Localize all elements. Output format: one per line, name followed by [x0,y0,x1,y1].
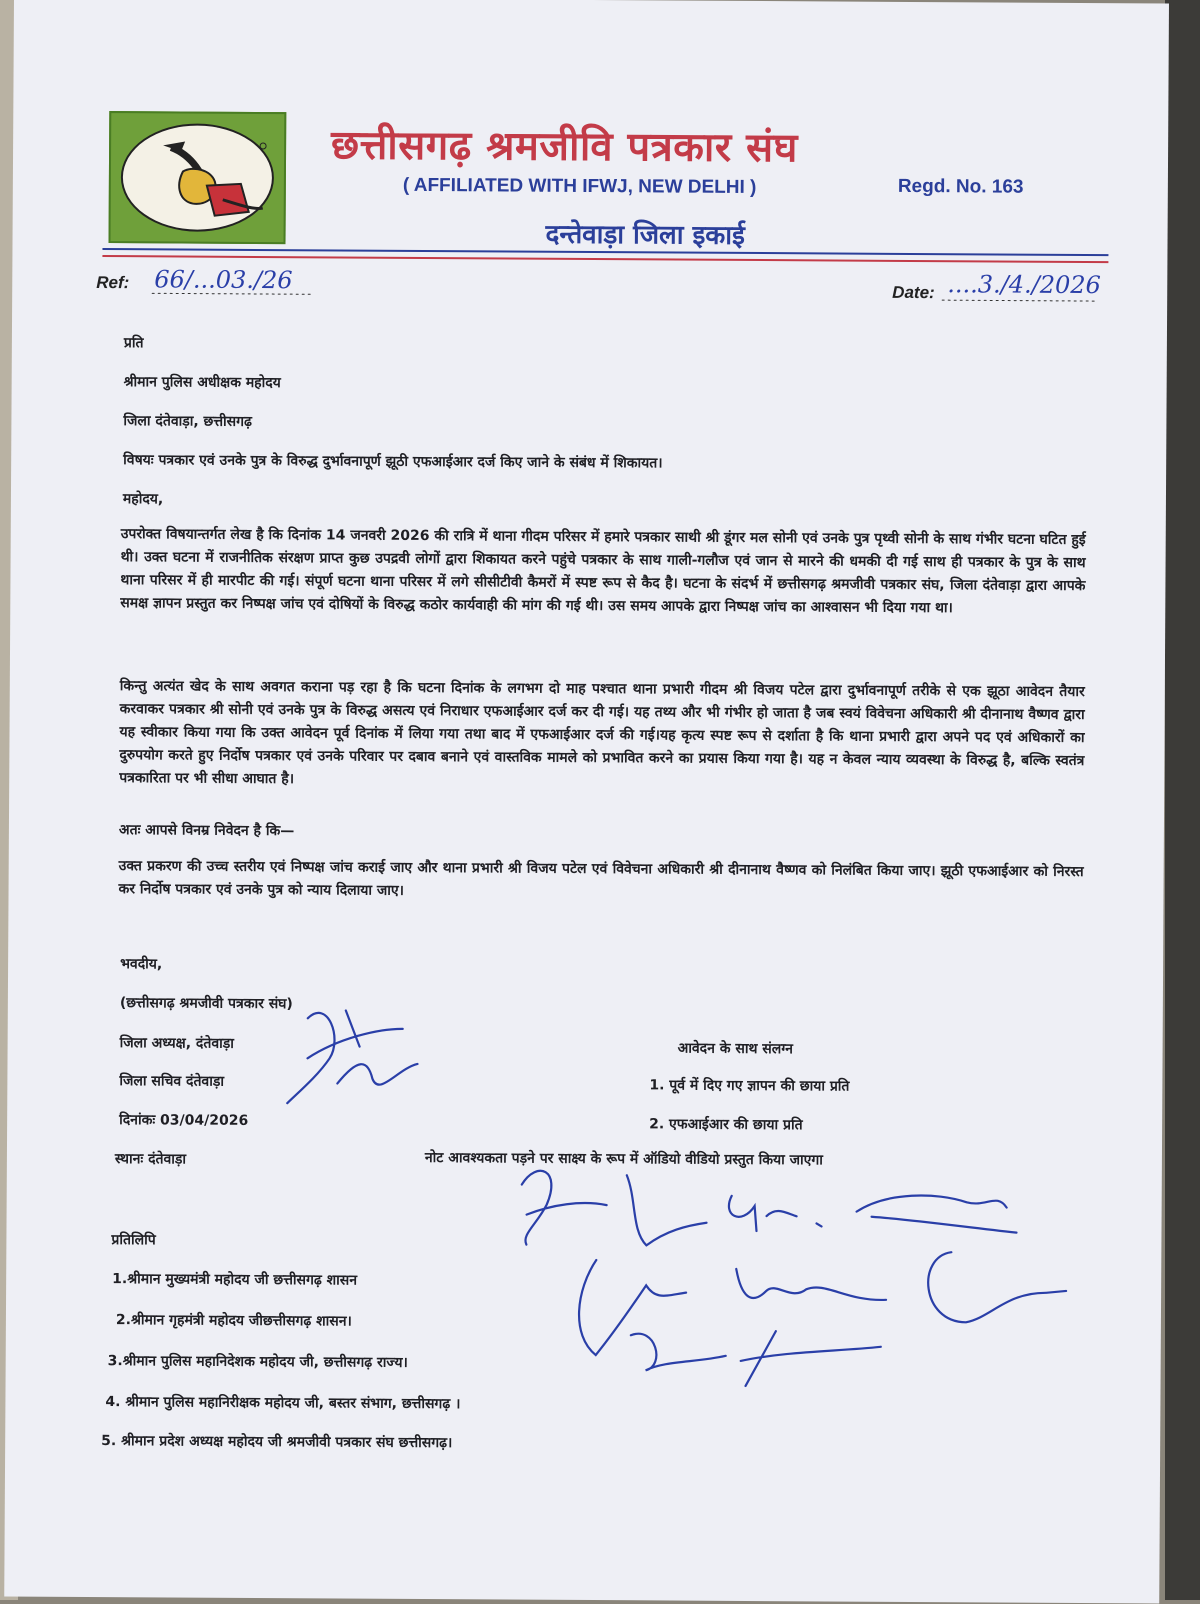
background-surface-right [1165,0,1200,1600]
district-secretary: जिला सचिव दंतेवाड़ा [119,1073,225,1090]
pen-in-hand-icon [123,125,273,230]
registration-number: Regd. No. 163 [897,175,1024,198]
letter-date: दिनांकः 03/04/2026 [119,1112,249,1129]
salutation: महोदय, [122,491,164,508]
copy-to-item-3: 3.श्रीमान पुलिस महानिदेशक महोदय जी, छत्तीसगढ़ राज्य। [107,1353,408,1371]
date-handwritten-value: ....3./4./2026 [947,270,1101,300]
header-rule-red [102,255,1108,263]
recipient-to: प्रति [123,335,144,352]
copy-to-heading: प्रतिलिपि [111,1232,156,1249]
enclosure-item-1: 1. पूर्व में दिए गए ज्ञापन की छाया प्रति [649,1077,850,1095]
recipient-name: श्रीमान पुलिस अधीक्षक महोदय [123,374,281,392]
evidence-note: नोट आवश्यकता पड़ने पर साक्ष्य के रूप में ऑडियो वीडियो प्रस्तुत किया जाएगा [424,1150,823,1169]
demand-paragraph: उक्त प्रकरण की उच्च स्तरीय एवं निष्पक्ष जांच कराई जाए और थाना प्रभारी श्री विजय पटेल एवं विवेचना अधिकारी श्री दीनानाथ वैष्णव को निलंबित किया जाए। झूठी एफआईआर को निरस्त कर निर्दोष पत्रकार एवं उनके पुत्र को न्याय दिलाया जाए। [118,858,1084,899]
organization-name: छत्तीसगढ़ श्रमजीवि पत्रकार संघ [330,121,798,172]
closing-yours: भवदीय, [120,956,163,973]
letter-page [4,0,1169,1603]
copy-to-item-1: 1.श्रीमान मुख्यमंत्री महोदय जी छत्तीसगढ़ शासन [112,1271,358,1289]
copy-to-item-4: 4. श्रीमान पुलिस महानिरीक्षक महोदय जी, बस्तर संभाग, छत्तीसगढ़ । [105,1394,461,1413]
copy-to-item-5: 5. श्रीमान प्रदेश अध्यक्ष महोदय जी श्रमजीवी पत्रकार संघ छत्तीसगढ़। [101,1433,453,1452]
affiliation-text: ( AFFILIATED WITH IFWJ, NEW DELHI ) [402,174,757,199]
body-paragraph-1: उपरोक्त विषयान्तर्गत लेख है कि दिनांक 14 जनवरी 2026 की रात्रि में थाना गीदम परिसर में हमारे पत्रकार साथी श्री डूंगर मल सोनी एवं उनके पुत्र पृथ्वी सोनी के साथ गंभीर घटना घटित हुई थी। उक्त घटना में राजनीतिक संरक्षण प्राप्त कुछ उपद्रवी लोगों द्वारा शिकायत करने पहुंचे पत्रकार के साथ गाली-गलौज एवं जान से मारने की धमकी दी गई साथ ही पत्रकार के पुत्र के साथ थाना परिसर में ही मारपीट की गई। संपूर्ण घटना थाना परिसर में लगे सीसीटीवी कैमरों में स्पष्ट रूप से कैद है। घटना के संदर्भ में छत्तीसगढ़ श्रमजीवी पत्रकार संघ, जिला दंतेवाड़ा द्वारा आपके समक्ष ज्ञापन प्रस्तुत कर निष्पक्ष जांच एवं दोषियों के विरुद्ध कठोर कार्यवाही की मांग की गई थी। उस समय आपके द्वारा निष्पक्ष जांच का आश्वासन भी दिया गया था। [120,526,1086,617]
ref-handwritten-value: 66/...03./26 [154,265,293,295]
enclosure-item-2: 2. एफआईआर की छाया प्रति [649,1116,803,1134]
enclosures-heading: आवेदन के साथ संलग्न [677,1040,794,1058]
district-unit: दन्तेवाड़ा जिला इकाई [545,219,745,251]
pen-in-hand-logo-icon [121,123,275,232]
ref-label: Ref: [96,272,130,293]
date-label: Date: [892,282,935,303]
district-president: जिला अध्यक्ष, दंतेवाड़ा [119,1035,234,1052]
body-paragraph-2: किन्तु अत्यंत खेद के साथ अवगत कराना पड़ रहा है कि घटना दिनांक के लगभग दो माह पश्चात थाना प्रभारी गीदम श्री विजय पटेल द्वारा दुर्भावनापूर्ण तरीके से एक झूठा आवेदन तैयार करवाकर पत्रकार श्री सोनी एवं उनके पुत्र के विरुद्ध असत्य एवं निराधार एफआईआर दर्ज कर दी गई। यह तथ्य और भी गंभीर हो जाता है जब स्वयं विवेचना अधिकारी श्री दीनानाथ वैष्णव द्वारा यह स्वीकार किया गया कि उक्त आवेदन पूर्व दिनांक में लिया गया तथा बाद में एफआईआर दर्ज की गई।यह कृत्य स्पष्ट रूप से दर्शाता है कि थाना प्रभारी द्वारा अपने पद एवं अधिकारों का दुरुपयोग करते हुए निर्दोष पत्रकार एवं उनके परिवार पर दबाव बनाने एवं वास्तविक मामले को प्रभावित करने का प्रयास किया गया है। यह न केवल न्याय व्यवस्था के विरुद्ध है, बल्कि स्वतंत्र पत्रकारिता पर भी सीधा आघात है। [119,678,1085,788]
copy-to-item-2: 2.श्रीमान गृहमंत्री महोदय जीछत्तीसगढ़ शासन। [115,1312,352,1330]
letter-place: स्थानः दंतेवाड़ा [114,1151,187,1168]
organization-logo [109,111,287,244]
closing-organization: (छत्तीसगढ़ श्रमजीवी पत्रकार संघ) [119,995,293,1013]
request-line: अतः आपसे विनम्र निवेदन है कि— [118,822,295,840]
subject-line: विषयः पत्रकार एवं उनके पुत्र के विरुद्ध दुर्भावनापूर्ण झूठी एफआईआर दर्ज किए जाने के संबंध में शिकायत। [123,452,663,472]
recipient-place: जिला दंतेवाड़ा, छत्तीसगढ़ [123,413,252,430]
